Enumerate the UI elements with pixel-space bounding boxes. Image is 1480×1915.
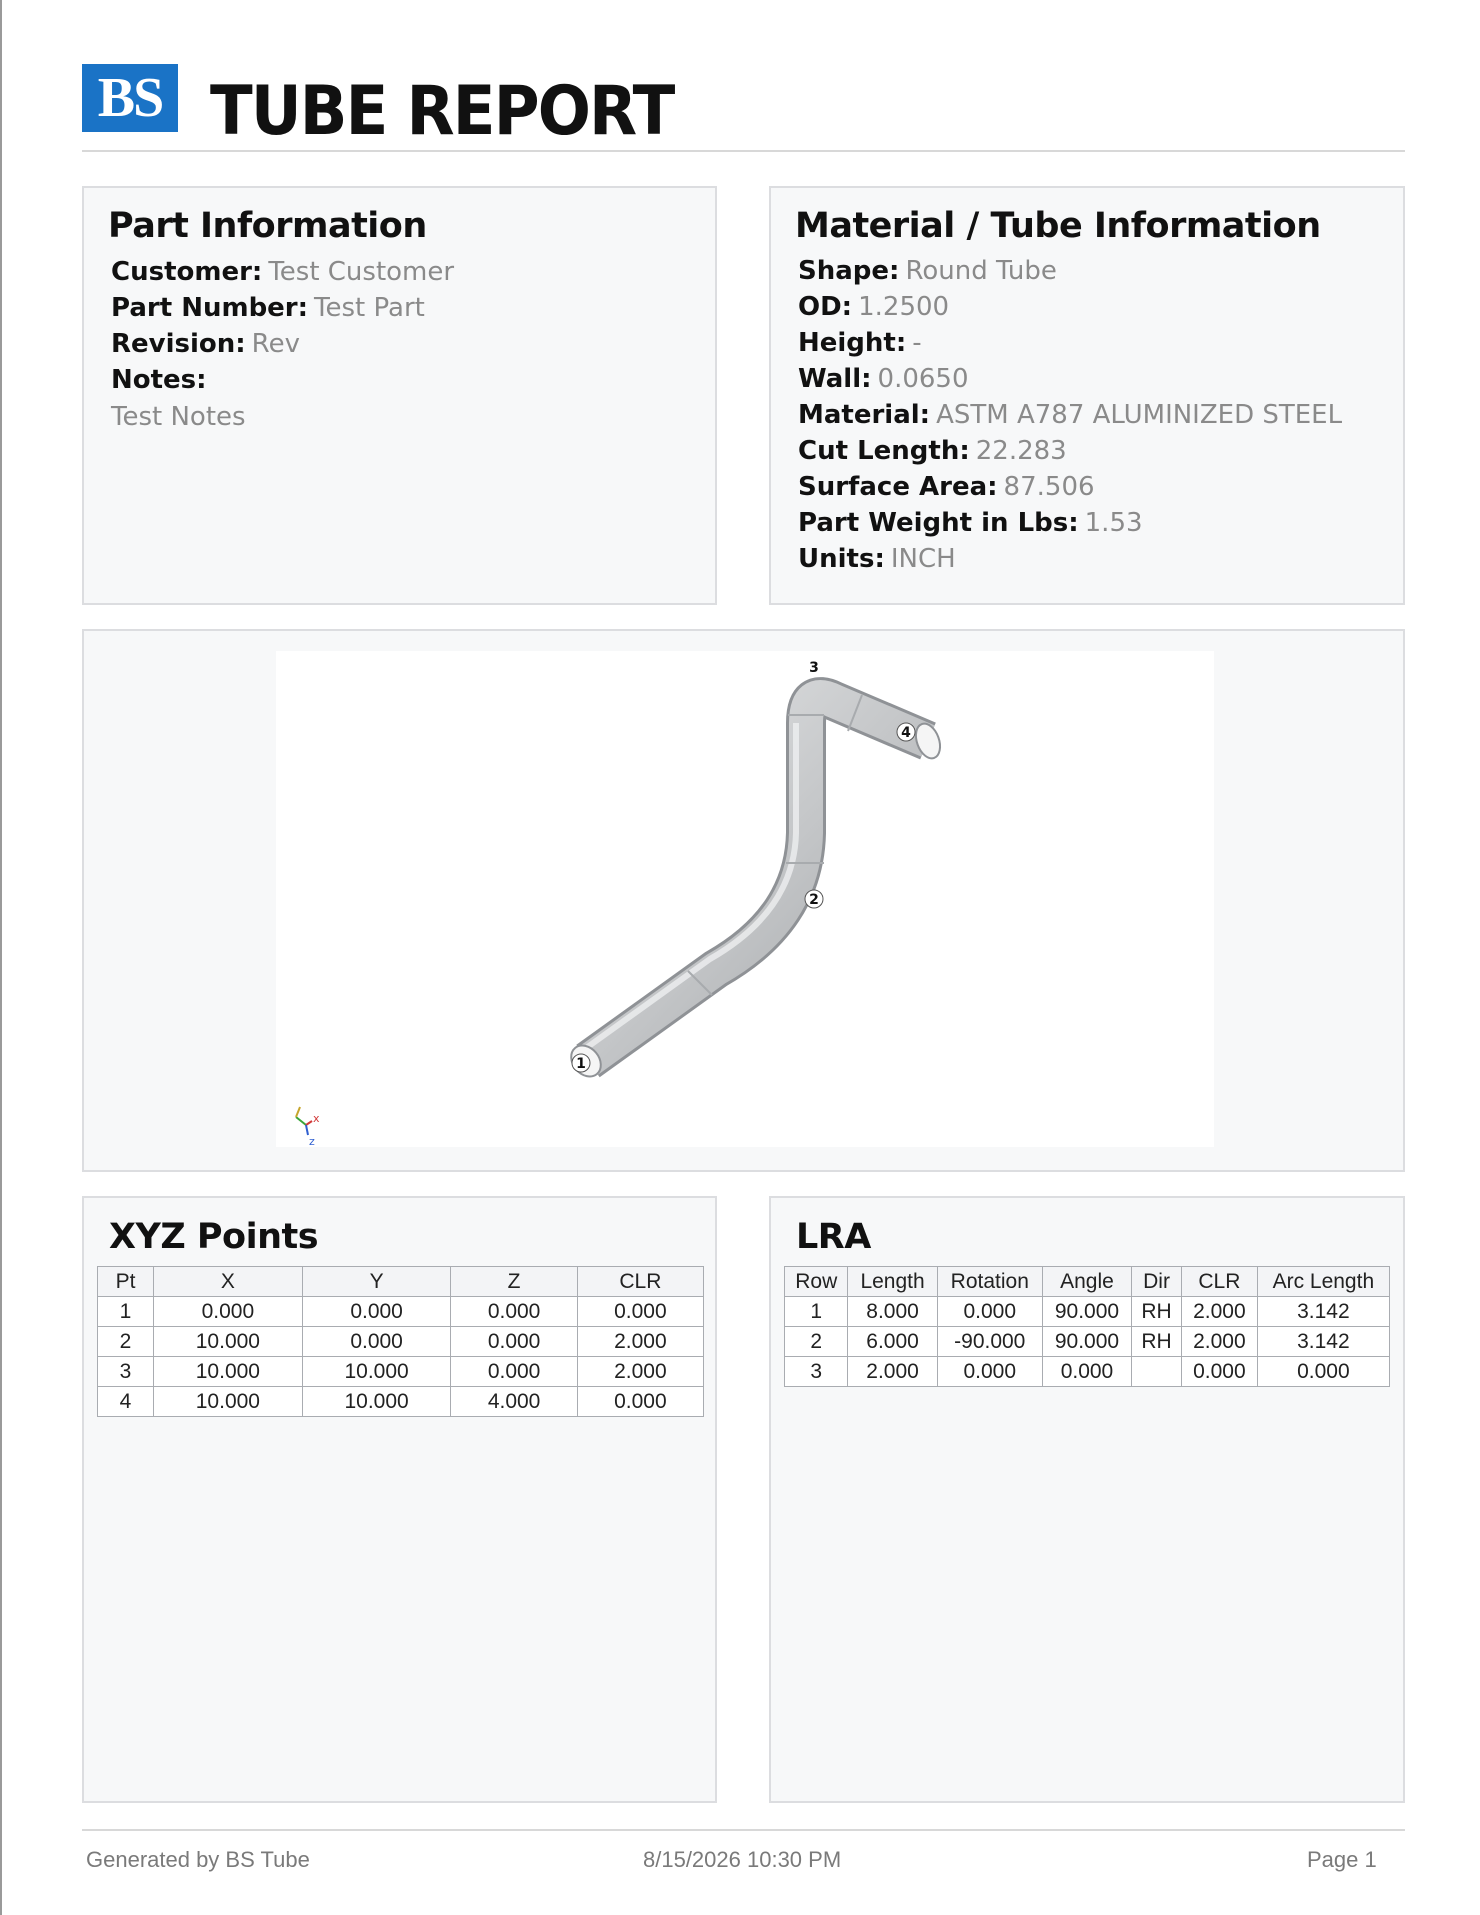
material-label: Material:	[798, 400, 931, 430]
part-number-value: Test Part	[314, 293, 425, 323]
od-row	[798, 289, 1342, 325]
point-marker-3	[809, 660, 819, 676]
tube-preview-panel	[82, 629, 1405, 1172]
notes-label: Notes:	[111, 365, 207, 395]
material-information-panel	[769, 186, 1405, 605]
shape-value: Round Tube	[905, 256, 1057, 286]
lra-cell: 3.142	[1257, 1297, 1389, 1327]
xyz-cell: 0.000	[302, 1327, 451, 1357]
wall-row	[798, 361, 1342, 397]
height-value: -	[912, 328, 922, 358]
od-label: OD:	[798, 292, 853, 322]
units-label: Units:	[798, 544, 885, 574]
generated-by-text: Generated by BS Tube	[86, 1847, 310, 1872]
lra-cell	[1132, 1357, 1182, 1387]
xyz-cell: 10.000	[154, 1327, 303, 1357]
revision-value: Rev	[251, 329, 300, 359]
lra-table	[784, 1266, 1390, 1387]
xyz-cell: 0.000	[577, 1297, 703, 1327]
part-number-row	[111, 290, 454, 326]
lra-panel	[769, 1196, 1405, 1803]
notes-row	[111, 362, 454, 398]
xyz-cell: 0.000	[451, 1327, 577, 1357]
report-title: TUBE REPORT	[210, 72, 674, 151]
page-number: Page 1	[1307, 1847, 1377, 1872]
material-information-title: Material / Tube Information	[795, 206, 1321, 246]
part-information-title: Part Information	[108, 206, 427, 246]
xyz-cell: 3	[98, 1357, 154, 1387]
lra-cell: 0.000	[1182, 1357, 1258, 1387]
lra-col-rotation: Rotation	[937, 1267, 1042, 1297]
point-marker-2	[805, 890, 823, 908]
part-weight-label: Part Weight in Lbs:	[798, 508, 1079, 538]
wall-value: 0.0650	[877, 364, 969, 394]
lra-cell: 0.000	[937, 1297, 1042, 1327]
xyz-cell: 2.000	[577, 1327, 703, 1357]
xyz-cell: 0.000	[451, 1357, 577, 1387]
xyz-col-z: Z	[451, 1267, 577, 1297]
xyz-col-y: Y	[302, 1267, 451, 1297]
customer-label: Customer:	[111, 257, 263, 287]
xyz-header-row	[98, 1267, 704, 1297]
point-marker-1	[572, 1054, 590, 1072]
part-information-fields	[111, 254, 454, 436]
lra-cell: 3	[785, 1357, 848, 1387]
lra-col-dir: Dir	[1132, 1267, 1182, 1297]
revision-label: Revision:	[111, 329, 246, 359]
xyz-cell: 10.000	[302, 1357, 451, 1387]
table-row	[98, 1297, 704, 1327]
table-row	[785, 1357, 1390, 1387]
xyz-cell: 1	[98, 1297, 154, 1327]
axis-triad-icon	[296, 1107, 320, 1147]
generated-timestamp: 8/15/2026 10:30 PM	[643, 1847, 842, 1872]
xyz-col-pt: Pt	[98, 1267, 154, 1297]
svg-text:x: x	[313, 1112, 320, 1125]
material-row	[798, 397, 1342, 433]
od-value: 1.2500	[858, 292, 950, 322]
customer-row	[111, 254, 454, 290]
xyz-cell: 10.000	[154, 1357, 303, 1387]
material-value: ASTM A787 ALUMINIZED STEEL	[936, 400, 1343, 430]
point-marker-4	[897, 723, 915, 741]
shape-row	[798, 253, 1342, 289]
xyz-cell: 10.000	[154, 1387, 303, 1417]
svg-text:2: 2	[809, 892, 819, 908]
lra-cell: 2.000	[848, 1357, 937, 1387]
xyz-cell: 0.000	[451, 1297, 577, 1327]
material-information-fields	[798, 253, 1342, 577]
xyz-points-panel	[82, 1196, 717, 1803]
table-row	[785, 1297, 1390, 1327]
xyz-cell: 4.000	[451, 1387, 577, 1417]
xyz-cell: 4	[98, 1387, 154, 1417]
cut-length-row	[798, 433, 1342, 469]
svg-text:z: z	[309, 1135, 315, 1147]
xyz-cell: 0.000	[577, 1387, 703, 1417]
table-row	[785, 1327, 1390, 1357]
lra-cell: 6.000	[848, 1327, 937, 1357]
report-header	[82, 64, 1405, 152]
cut-length-value: 22.283	[975, 436, 1067, 466]
lra-cell: 0.000	[937, 1357, 1042, 1387]
svg-text:1: 1	[576, 1056, 586, 1072]
revision-row	[111, 326, 454, 362]
wall-label: Wall:	[798, 364, 872, 394]
xyz-cell: 0.000	[302, 1297, 451, 1327]
surface-area-value: 87.506	[1003, 472, 1095, 502]
lra-cell: 90.000	[1042, 1327, 1131, 1357]
xyz-col-clr: CLR	[577, 1267, 703, 1297]
lra-cell: 1	[785, 1297, 848, 1327]
lra-cell: 8.000	[848, 1297, 937, 1327]
xyz-col-x: X	[154, 1267, 303, 1297]
units-value: INCH	[890, 544, 956, 574]
surface-area-row	[798, 469, 1342, 505]
xyz-cell: 10.000	[302, 1387, 451, 1417]
table-row	[98, 1327, 704, 1357]
lra-cell: RH	[1132, 1297, 1182, 1327]
page-edge	[0, 0, 2, 1915]
height-label: Height:	[798, 328, 907, 358]
lra-cell: 90.000	[1042, 1297, 1131, 1327]
xyz-cell: 0.000	[154, 1297, 303, 1327]
xyz-cell: 2.000	[577, 1357, 703, 1387]
svg-text:4: 4	[901, 725, 911, 741]
part-information-panel	[82, 186, 717, 605]
svg-text:3: 3	[809, 660, 819, 676]
cut-length-label: Cut Length:	[798, 436, 970, 466]
tube-model	[276, 651, 1214, 1147]
shape-label: Shape:	[798, 256, 900, 286]
lra-cell: 2.000	[1182, 1327, 1258, 1357]
lra-col-length: Length	[848, 1267, 937, 1297]
part-weight-value: 1.53	[1084, 508, 1143, 538]
notes-value: Test Notes	[111, 402, 246, 432]
lra-cell: -90.000	[937, 1327, 1042, 1357]
lra-cell: RH	[1132, 1327, 1182, 1357]
xyz-cell: 2	[98, 1327, 154, 1357]
height-row	[798, 325, 1342, 361]
lra-cell: 0.000	[1042, 1357, 1131, 1387]
xyz-points-table	[97, 1266, 704, 1417]
lra-col-arc-length: Arc Length	[1257, 1267, 1389, 1297]
lra-cell: 3.142	[1257, 1327, 1389, 1357]
lra-col-angle: Angle	[1042, 1267, 1131, 1297]
lra-cell: 2.000	[1182, 1297, 1258, 1327]
part-number-label: Part Number:	[111, 293, 309, 323]
lra-col-row: Row	[785, 1267, 848, 1297]
xyz-points-title: XYZ Points	[109, 1217, 319, 1257]
tube-3d-viewer[interactable]	[276, 651, 1214, 1147]
units-row	[798, 541, 1342, 577]
table-row	[98, 1357, 704, 1387]
surface-area-label: Surface Area:	[798, 472, 998, 502]
lra-header-row	[785, 1267, 1390, 1297]
bs-logo: BS	[82, 64, 178, 132]
lra-cell: 0.000	[1257, 1357, 1389, 1387]
lra-col-clr: CLR	[1182, 1267, 1258, 1297]
lra-title: LRA	[796, 1217, 871, 1257]
customer-value: Test Customer	[268, 257, 455, 287]
table-row	[98, 1387, 704, 1417]
lra-cell: 2	[785, 1327, 848, 1357]
part-weight-row	[798, 505, 1342, 541]
report-footer	[82, 1829, 1405, 1889]
